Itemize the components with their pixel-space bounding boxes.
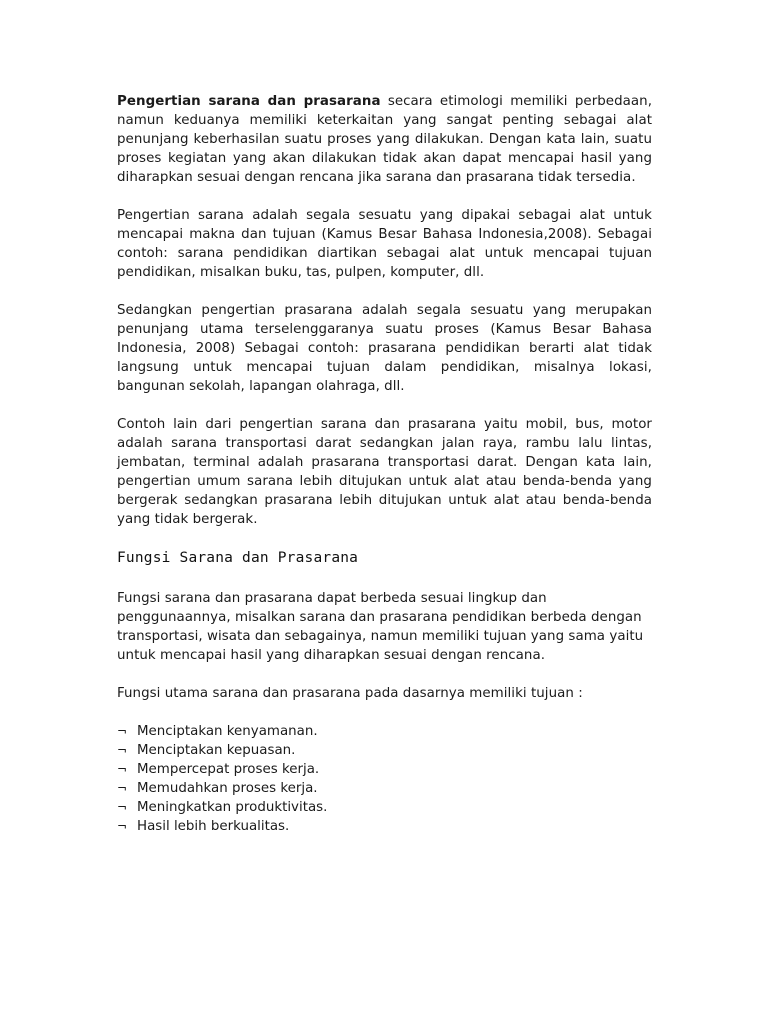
- bullet-icon: ¬: [117, 743, 128, 757]
- paragraph-prasarana-definition: Sedangkan pengertian prasarana adalah segala sesuatu yang merupakan penunjang utama terselenggaranya suatu proses (Kamus Besar Bahasa Indonesia, 2008) Sebagai contoh: prasarana pendidikan berarti alat tidak langsung untuk mencapai tujuan dalam pendidikan, misalnya lokasi, bangunan sekolah, lapangan olahraga, dll.: [117, 303, 652, 394]
- section-heading: Fungsi Sarana dan Prasarana: [117, 550, 359, 566]
- bullet-icon: ¬: [117, 800, 128, 814]
- list-item-text: Meningkatkan produktivitas.: [137, 800, 328, 815]
- list-item: [117, 779, 652, 798]
- bullet-icon: ¬: [117, 762, 128, 776]
- bullet-icon: ¬: [117, 819, 128, 833]
- list-item: [117, 817, 652, 836]
- list-item: [117, 798, 652, 817]
- goals-list: [117, 722, 652, 836]
- list-item: [117, 722, 652, 741]
- paragraph-examples: Contoh lain dari pengertian sarana dan prasarana yaitu mobil, bus, motor adalah sarana transportasi darat sedangkan jalan raya, rambu lalu lintas, jembatan, terminal adalah prasarana transportasi darat. Dengan kata lain, pengertian umum sarana lebih ditujukan untuk alat atau benda-benda yang bergerak sedangkan prasarana lebih ditujukan untuk alat atau benda-benda yang tidak bergerak.: [117, 417, 652, 527]
- paragraph-intro: [117, 92, 652, 187]
- list-item-text: Mempercepat proses kerja.: [137, 762, 320, 777]
- bullet-icon: ¬: [117, 724, 128, 738]
- paragraph-function: Fungsi sarana dan prasarana dapat berbeda sesuai lingkup dan penggunaannya, misalkan sarana dan prasarana pendidikan berbeda dengan transportasi, wisata dan sebagainya, namun memiliki tujuan yang sama yaitu untuk mencapai hasil yang diharapkan sesuai dengan rencana.: [117, 591, 644, 663]
- bullet-icon: ¬: [117, 781, 128, 795]
- intro-text: secara etimologi memiliki perbedaan, namun keduanya memiliki keterkaitan yang sangat penting sebagai alat penunjang keberhasilan suatu proses yang dilakukan. Dengan kata lain, suatu proses kegiatan yang akan dilakukan tidak akan dapat mencapai hasil yang diharapkan sesuai dengan rencana jika sarana dan prasarana tidak tersedia.: [117, 94, 652, 185]
- list-item-text: Menciptakan kepuasan.: [137, 743, 296, 758]
- paragraph-main-function: Fungsi utama sarana dan prasarana pada dasarnya memiliki tujuan :: [117, 686, 583, 701]
- paragraph-sarana-definition: Pengertian sarana adalah segala sesuatu yang dipakai sebagai alat untuk mencapai makna dan tujuan (Kamus Besar Bahasa Indonesia,2008). Sebagai contoh: sarana pendidikan diartikan sebagai alat untuk mencapai tujuan pendidikan, misalkan buku, tas, pulpen, komputer, dll.: [117, 208, 652, 280]
- list-item-text: Hasil lebih berkualitas.: [137, 819, 290, 834]
- bold-lead-text: Pengertian sarana dan prasarana: [117, 94, 381, 109]
- document-page: [117, 92, 652, 836]
- list-item-text: Memudahkan proses kerja.: [137, 781, 318, 796]
- list-item: [117, 760, 652, 779]
- list-item-text: Menciptakan kenyamanan.: [137, 724, 318, 739]
- list-item: [117, 741, 652, 760]
